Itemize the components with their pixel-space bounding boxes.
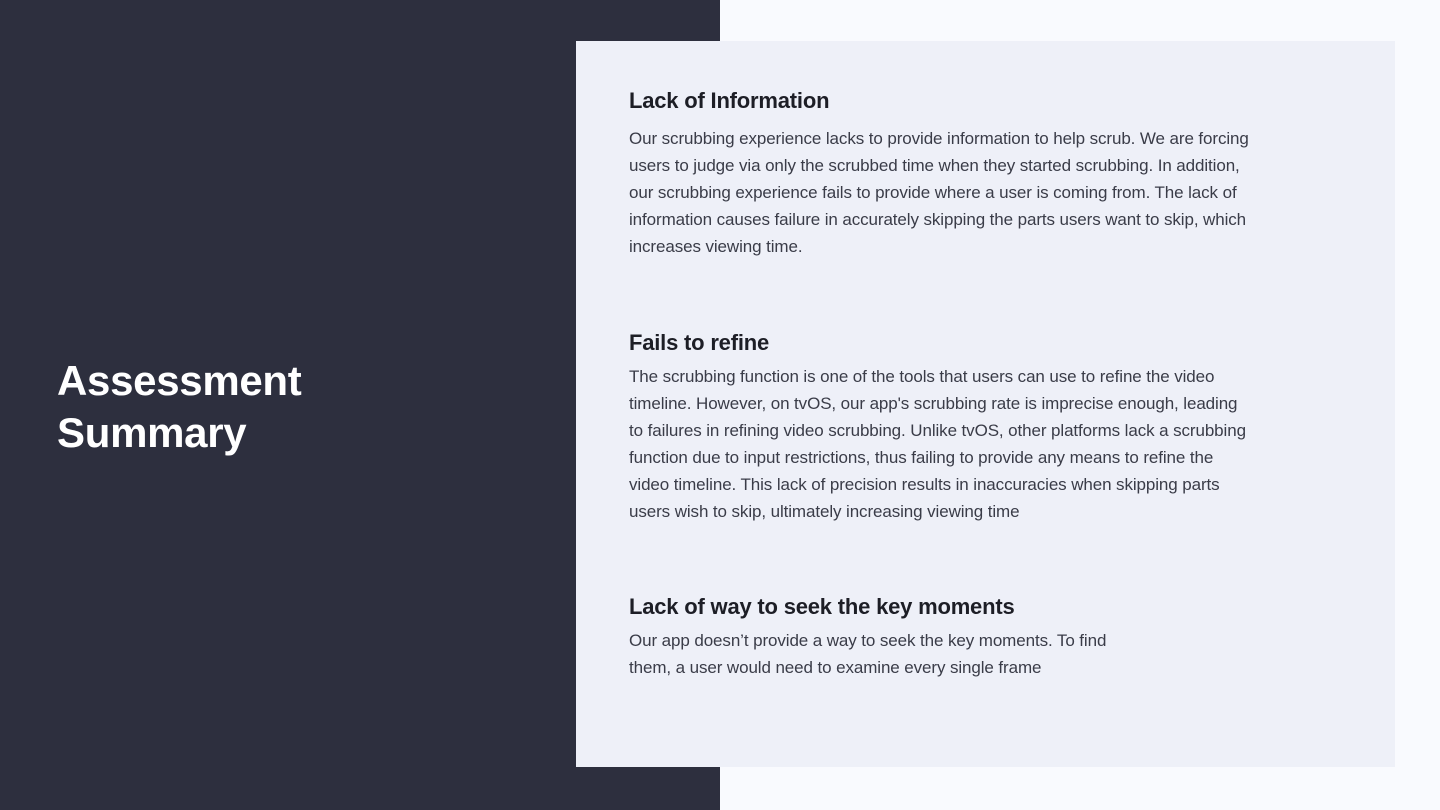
section-heading: Lack of Information	[629, 88, 830, 113]
section-lack-of-key-moments	[629, 593, 1249, 681]
section-body: The scrubbing function is one of the tools that users can use to refine the video timeline. However, on tvOS, our app's scrubbing rate is imprecise enough, leading to failures in refining video scrubbing. Unlike tvOS, other platforms lack a scrubbing function due to input restrictions, thus failing to provide any means to refine the video timeline. This lack of precision results in inaccuracies when skipping parts users wish to skip, ultimately increasing viewing time	[629, 367, 1246, 521]
section-body: Our app doesn’t provide a way to seek the key moments. To find them, a user would need to examine every single frame	[629, 631, 1107, 677]
section-heading: Fails to refine	[629, 330, 770, 355]
content-card	[576, 41, 1395, 767]
section-fails-to-refine	[629, 329, 1249, 525]
section-heading: Lack of way to seek the key moments	[629, 594, 1015, 619]
section-lack-of-information	[629, 87, 1249, 260]
slide-title: Assessment Summary	[57, 357, 302, 456]
section-body: Our scrubbing experience lacks to provide information to help scrub. We are forcing users to judge via only the scrubbed time when they started scrubbing. In addition, our scrubbing experience fails to provide where a user is coming from. The lack of information causes failure in accurately skipping the parts users want to skip, which increases viewing time.	[629, 129, 1249, 256]
